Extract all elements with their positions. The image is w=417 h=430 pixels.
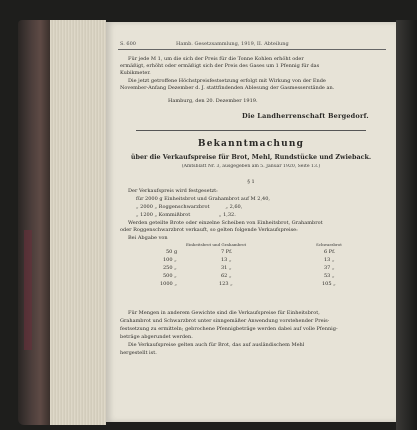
- body-line: Der Verkaufspreis wird festgesetzt:: [128, 188, 218, 194]
- body-line: Bei Abgabe von: [128, 235, 168, 241]
- table-cell-price: 13 „: [324, 257, 335, 263]
- table-cell-weight: 50 g: [166, 249, 178, 255]
- book-cover-edge: [18, 20, 50, 425]
- table-cell-price: 105 „: [322, 281, 336, 287]
- table-cell-price: 6 Pf.: [324, 249, 336, 255]
- body-line: Werden geteilte Brote oder einzelne Scheiben von Einheitsbrot, Grahambrot: [128, 220, 323, 226]
- closing-line: Die Verkaufspreise gelten auch für Brot, das auf ausländischem Mehl: [128, 342, 305, 348]
- table-cell-price: 123 „: [219, 281, 233, 287]
- intro-line: Kubikmeter.: [120, 70, 151, 76]
- body-line: oder Roggenschwarzbrot verkauft, so gelten folgende Verkaufspreise:: [120, 227, 298, 233]
- running-header: Hamb. Gesetzsammlung, 1919, II. Abteilung: [176, 41, 289, 47]
- notice-title: Bekanntmachung: [197, 139, 305, 149]
- table-cell-price: 53 „: [324, 273, 335, 279]
- closing-line: festsetzung zu ermitteln; gebrochene Pfennigbeträge werden dabei auf volle Pfennig-: [120, 326, 338, 332]
- table-header-col1: Einheitsbrot und Grahambrot: [186, 242, 247, 247]
- closing-line: Für Mengen in anderem Gewichte sind die Verkaufspreise für Einheitsbrot,: [128, 310, 320, 316]
- book-spine-stripe: [24, 230, 32, 350]
- document-page: [106, 22, 396, 422]
- intro-line: November-Anfang Dezember d. J. stattfindenden Ablesung der Gasmesserstände an.: [120, 85, 335, 91]
- table-cell-weight: 100 „: [163, 257, 177, 263]
- intro-line: ermäßigt, erhöht oder ermäßigt sich der Preis des Gases um 1 Pfennig für das: [120, 63, 320, 69]
- body-line: für 2000 g Einheitsbrot und Grahambrot auf M 2,40,: [136, 196, 270, 202]
- intro-line: Für jede M 1, um die sich der Preis für die Tonne Kohlen erhöht oder: [128, 56, 304, 62]
- section-divider: [136, 130, 366, 131]
- background-shadow: [396, 20, 417, 430]
- closing-line: beträge abgerundet werden.: [120, 334, 193, 340]
- signature: Die Landherrenschaft Bergedorf.: [242, 112, 369, 120]
- table-cell-price: 62 „: [221, 273, 232, 279]
- page-stack-edge: [50, 20, 106, 425]
- intro-line: Die jetzt getroffene Höchstpreisfestsetzung erfolgt mit Wirkung von der Ende: [128, 78, 326, 84]
- date-line: Hamburg, den 20. Dezember 1919.: [168, 98, 258, 104]
- page-number: S. 600: [120, 41, 136, 47]
- closing-line: hergestellt ist.: [120, 350, 157, 356]
- price-table: [106, 242, 396, 302]
- table-cell-weight: 250 „: [163, 265, 177, 271]
- table-cell-price: 37 „: [324, 265, 335, 271]
- notice-subtitle: über die Verkaufspreise für Brot, Mehl, Rundstücke und Zwieback.: [130, 153, 372, 161]
- table-cell-weight: 500 „: [163, 273, 177, 279]
- table-cell-price: 7 Pf.: [221, 249, 233, 255]
- table-cell-price: 13 „: [221, 257, 232, 263]
- notice-reference: (Amtsblatt Nr. 3, ausgegeben am 5. Januar 1920, Seite 13.): [181, 164, 321, 169]
- table-cell-weight: 1000 „: [160, 281, 177, 287]
- body-line: „ 1200 „ Kommißbrot „ 1,32.: [136, 212, 236, 218]
- header-rule: [118, 49, 386, 50]
- closing-line: Grahambrot und Schwarzbrot unter sinngemäßer Anwendung vorstehender Preis-: [120, 318, 330, 324]
- table-header-col2: Schwarzbrot: [316, 242, 342, 247]
- section-mark: § 1: [247, 179, 255, 185]
- table-cell-price: 31 „: [221, 265, 232, 271]
- body-line: „ 2000 „ Roggenschwarzbrot „ 2,60,: [136, 204, 243, 210]
